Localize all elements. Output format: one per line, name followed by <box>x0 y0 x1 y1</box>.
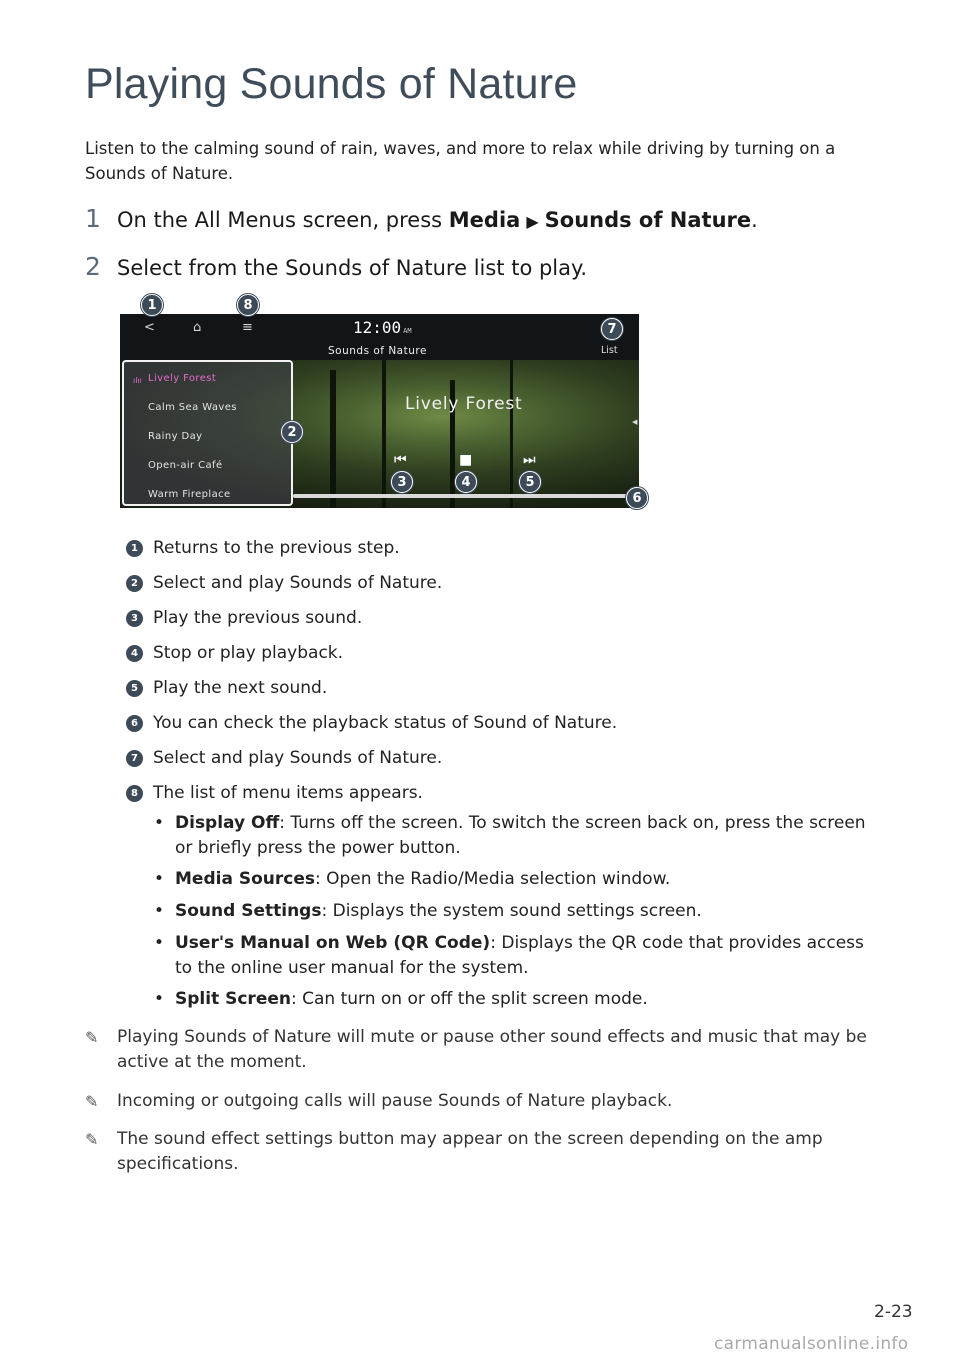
step-text: Select from the Sounds of Nature list to play. <box>117 256 588 280</box>
legend-marker: 4 <box>126 645 143 662</box>
callout-6: 6 <box>626 487 648 509</box>
page-title: Playing Sounds of Nature <box>85 60 578 108</box>
note-text: The sound effect settings button may appear on the screen depending on the amp specifications. <box>117 1129 823 1174</box>
bullet-dot-icon: • <box>154 933 165 953</box>
bullet-item <box>154 931 884 981</box>
callout-2: 2 <box>281 421 303 443</box>
note-pencil-icon: ✎ <box>85 1130 99 1149</box>
note-pencil-icon: ✎ <box>85 1028 99 1047</box>
legend-marker: 1 <box>126 540 143 557</box>
clock-time: 12:00 <box>353 318 402 337</box>
legend-item <box>126 713 617 733</box>
stop-icon[interactable]: ■ <box>459 452 473 468</box>
bullet-dot-icon: • <box>154 901 165 921</box>
legend-marker: 5 <box>126 680 143 697</box>
step-text-b: . <box>751 208 758 232</box>
note-text: Incoming or outgoing calls will pause Sounds of Nature playback. <box>117 1091 673 1111</box>
note-text: Playing Sounds of Nature will mute or pause other sound effects and music that may be active at the moment. <box>117 1027 867 1072</box>
legend-item <box>126 643 343 663</box>
legend-item <box>126 678 327 698</box>
watermark: carmanualsonline.info <box>714 1334 909 1354</box>
callout-8: 8 <box>237 294 259 316</box>
clock <box>353 318 412 337</box>
step-2 <box>85 252 587 281</box>
app-title: Sounds of Nature <box>328 345 427 357</box>
sound-list-panel <box>122 360 293 506</box>
note-pencil-icon: ✎ <box>85 1092 99 1111</box>
bullet-item <box>154 899 884 924</box>
legend-item <box>126 538 400 558</box>
now-playing-title: Lively Forest <box>405 394 523 414</box>
legend-marker: 7 <box>126 750 143 767</box>
next-icon[interactable]: ⏭ <box>523 452 536 468</box>
bullet-term: Sound Settings <box>175 901 322 921</box>
legend-item <box>126 608 362 628</box>
previous-icon[interactable]: ⏮ <box>394 452 407 468</box>
side-handle-icon[interactable]: ◀ <box>632 418 638 426</box>
note <box>85 1127 875 1177</box>
list-item[interactable]: Lively Forest <box>148 373 217 384</box>
list-item[interactable]: Calm Sea Waves <box>148 402 237 413</box>
bullet-desc: : Displays the system sound settings screen. <box>321 901 702 921</box>
legend-marker: 2 <box>126 575 143 592</box>
bullet-term: Display Off <box>175 813 280 833</box>
list-item[interactable]: Rainy Day <box>148 431 203 442</box>
step-bold-media: Media <box>448 208 521 232</box>
legend-item <box>126 573 442 593</box>
callout-4: 4 <box>455 471 477 493</box>
note <box>85 1025 875 1075</box>
legend-text: Select and play Sounds of Nature. <box>153 573 443 593</box>
legend-text: Play the previous sound. <box>153 608 363 628</box>
callout-1: 1 <box>141 294 163 316</box>
list-button[interactable]: List <box>601 345 618 356</box>
step-number: 2 <box>85 252 101 281</box>
bullet-desc: : Can turn on or off the split screen mode. <box>290 989 648 1009</box>
list-item[interactable]: Warm Fireplace <box>148 489 231 500</box>
bullet-dot-icon: • <box>154 813 165 833</box>
back-icon[interactable]: < <box>144 320 155 335</box>
intro-text: Listen to the calming sound of rain, waves, and more to relax while driving by turning on a Sounds of Nature. <box>85 139 836 183</box>
legend-item <box>126 783 423 803</box>
home-icon[interactable]: ⌂ <box>193 320 202 335</box>
legend-marker: 8 <box>126 785 143 802</box>
step-number: 1 <box>85 204 101 233</box>
playback-progress-bar <box>293 494 632 498</box>
legend-text: You can check the playback status of Sound of Nature. <box>153 713 618 733</box>
callout-3: 3 <box>391 471 413 493</box>
equalizer-icon: ılıı <box>133 376 142 385</box>
callout-7: 7 <box>601 318 623 340</box>
clock-ampm: AM <box>403 327 412 335</box>
arrow-right-icon: ▶ <box>526 212 539 231</box>
bullet-term: User's Manual on Web (QR Code) <box>175 933 491 953</box>
legend-text: Play the next sound. <box>153 678 328 698</box>
infotainment-screenshot <box>120 314 639 508</box>
legend-item <box>126 748 442 768</box>
list-item[interactable]: Open-air Café <box>148 460 223 471</box>
bullet-term: Media Sources <box>175 869 315 889</box>
bullet-desc: : Displays the QR code that provides access to the online user manual for the system. <box>175 933 864 978</box>
bullet-desc: : Turns off the screen. To switch the screen back on, press the screen or briefly press the power button. <box>175 813 866 858</box>
bullet-item <box>154 811 884 861</box>
bullet-term: Split Screen <box>175 989 291 1009</box>
step-1 <box>85 204 758 233</box>
menu-icon[interactable]: ≡ <box>242 320 253 335</box>
bullet-dot-icon: • <box>154 989 165 1009</box>
legend-text: Stop or play playback. <box>153 643 344 663</box>
note <box>85 1089 875 1114</box>
legend-text: The list of menu items appears. <box>153 783 423 803</box>
legend-marker: 6 <box>126 715 143 732</box>
callout-5: 5 <box>519 471 541 493</box>
step-bold-sounds: Sounds of Nature <box>544 208 752 232</box>
bullet-item <box>154 987 884 1012</box>
legend-marker: 3 <box>126 610 143 627</box>
bullet-desc: : Open the Radio/Media selection window. <box>314 869 671 889</box>
bullet-dot-icon: • <box>154 869 165 889</box>
step-text-a: On the All Menus screen, press <box>117 208 449 232</box>
page-number: 2-23 <box>874 1302 913 1322</box>
step-text <box>117 208 758 232</box>
legend-text: Select and play Sounds of Nature. <box>153 748 443 768</box>
top-bar <box>120 314 639 360</box>
legend-text: Returns to the previous step. <box>153 538 400 558</box>
bullet-item <box>154 867 884 892</box>
